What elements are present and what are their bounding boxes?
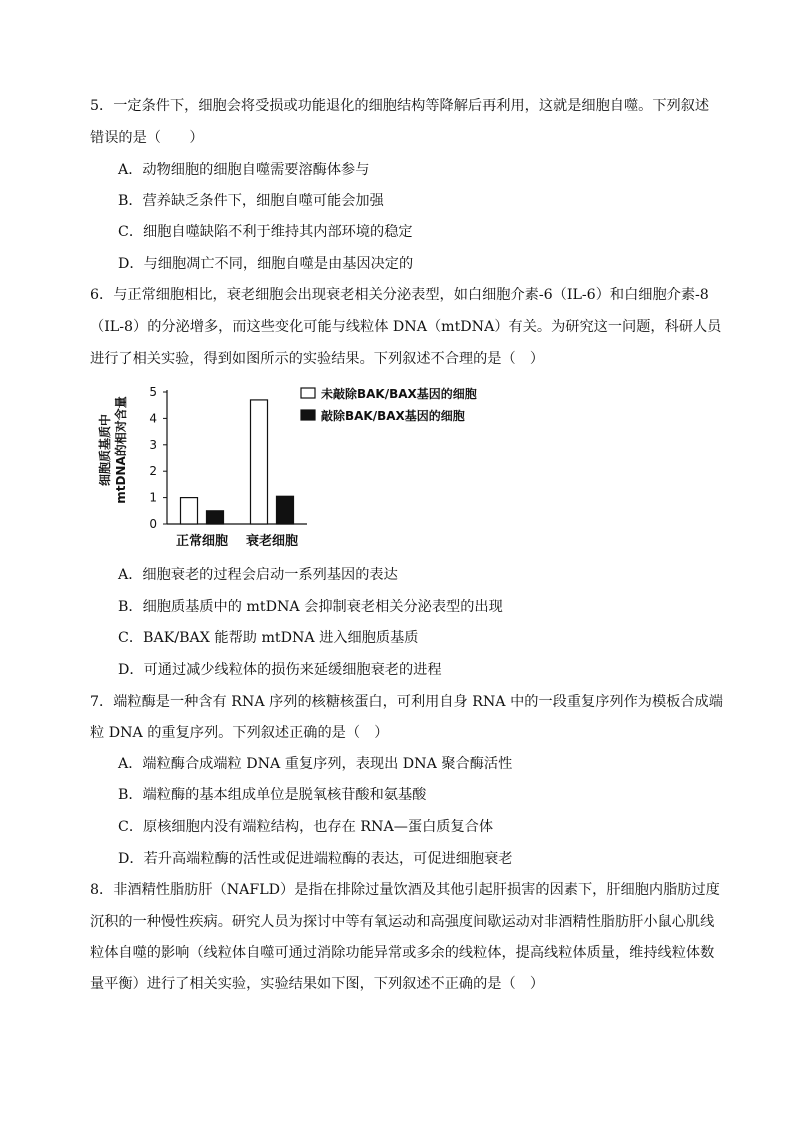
bar-chart [95, 378, 495, 558]
category-label-0: 正常细胞 [175, 534, 229, 549]
legend-swatch-0 [301, 388, 315, 398]
y-ticks [149, 385, 167, 531]
legend-label-0: 未敲除BAK/BAX基因的细胞 [321, 387, 477, 401]
q5-option-d: D．与细胞凋亡不同，细胞自噬是由基因决定的 [118, 256, 414, 272]
q6-option-c: C．BAK/BAX 能帮助 mtDNA 进入细胞质基质 [118, 630, 419, 646]
q8-stem-line4: 量平衡）进行了相关实验，实验结果如下图，下列叙述不正确的是（ ） [90, 976, 545, 992]
q7-option-d: D．若升高端粒酶的活性或促进端粒酶的表达，可促进细胞衰老 [118, 851, 513, 867]
bar-1-1 [277, 496, 294, 524]
y-axis-label-line2: mtDNA的相对含量 [114, 396, 128, 504]
legend-label-1: 敲除BAK/BAX基因的细胞 [321, 409, 465, 423]
bars [181, 400, 294, 524]
q6-stem-line1: 6．与正常细胞相比，衰老细胞会出现衰老相关分泌表型，如白细胞介素-6（IL-6）和白细胞介素-8 [90, 287, 709, 303]
q6-option-a: A．细胞衰老的过程会启动一系列基因的表达 [118, 567, 398, 583]
category-label-1: 衰老细胞 [245, 534, 299, 549]
q6-option-b: B．细胞质基质中的 mtDNA 会抑制衰老相关分泌表型的出现 [118, 599, 503, 615]
y-tick-label-4: 4 [149, 411, 157, 426]
q5-stem-line2: 错误的是（ ） [90, 130, 204, 146]
q7-stem-line1: 7．端粒酶是一种含有 RNA 序列的核糖核蛋白，可利用自身 RNA 中的一段重复序列作为模板合成端 [90, 694, 723, 710]
q5-option-b: B．营养缺乏条件下，细胞自噬可能会加强 [118, 193, 384, 209]
bar-0-0 [181, 498, 198, 524]
y-axis-label-line1: 细胞质基质中 [98, 413, 112, 487]
q5-option-a: A．动物细胞的细胞自噬需要溶酶体参与 [118, 162, 370, 178]
q6-option-d: D．可通过减少线粒体的损伤来延缓细胞衰老的进程 [118, 662, 442, 678]
legend-swatch-1 [301, 410, 315, 420]
q7-option-c: C．原核细胞内没有端粒结构，也存在 RNA—蛋白质复合体 [118, 819, 494, 835]
legend [301, 386, 477, 423]
q6-stem-line2: （IL-8）的分泌增多，而这些变化可能与线粒体 DNA（mtDNA）有关。为研究这一问题，科研人员 [90, 319, 722, 335]
q5-stem-line1: 5．一定条件下，细胞会将受损或功能退化的细胞结构等降解后再利用，这就是细胞自噬。下列叙述 [90, 98, 710, 114]
bar-0-1 [207, 511, 224, 524]
y-tick-label-2: 2 [149, 464, 157, 479]
q7-stem-line2: 粒 DNA 的重复序列。下列叙述正确的是（ ） [90, 725, 389, 741]
q5-option-c: C．细胞自噬缺陷不利于维持其内部环境的稳定 [118, 224, 413, 240]
y-tick-label-0: 0 [149, 517, 157, 531]
q7-option-a: A．端粒酶合成端粒 DNA 重复序列，表现出 DNA 聚合酶活性 [118, 756, 513, 772]
category-labels [176, 533, 298, 549]
y-tick-label-1: 1 [149, 490, 157, 505]
q7-option-b: B．端粒酶的基本组成单位是脱氧核苷酸和氨基酸 [118, 787, 427, 803]
y-tick-label-3: 3 [149, 437, 157, 452]
q8-stem-line1: 8．非酒精性脂肪肝（NAFLD）是指在排除过量饮酒及其他引起肝损害的因素下，肝细胞内脂肪过度 [90, 882, 720, 898]
q8-stem-line3: 粒体自噬的影响（线粒体自噬可通过消除功能异常或多余的线粒体，提高线粒体质量，维持线粒体数 [90, 945, 715, 961]
bar-1-0 [251, 400, 268, 524]
q6-chart [95, 378, 495, 558]
q6-stem-line3: 进行了相关实验，得到如图所示的实验结果。下列叙述不合理的是（ ） [90, 351, 545, 367]
q8-stem-line2: 沉积的一种慢性疾病。研究人员为探讨中等有氧运动和高强度间歇运动对非酒精性脂肪肝小鼠心肌线 [90, 914, 715, 930]
y-tick-label-5: 5 [149, 385, 157, 399]
